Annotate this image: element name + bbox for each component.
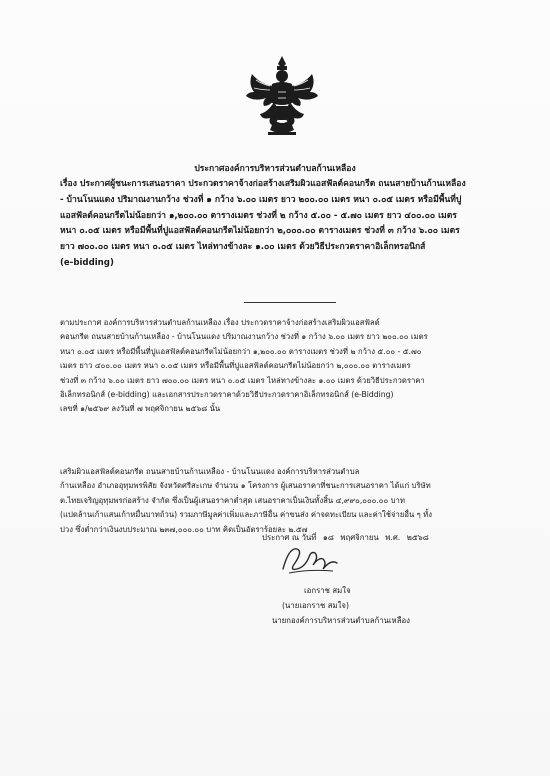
divider — [244, 302, 336, 303]
subject-block — [60, 177, 466, 272]
paragraph-line: (แปดล้านเก้าแสนเก้าหมื่นบาทถ้วน) รวมภาษีมูลค่าเพิ่มและภาษีอื่น ค่าขนส่ง ค่าจดทะเบียน และค่าใช้จ่ายอื่น ๆ ทั้ง — [60, 510, 433, 520]
date-day: ๑๘ — [322, 533, 334, 542]
paragraph-line: ต.ไทยเจริญอุทุมพรก่อสร้าง จำกัด ซึ่งเป็นผู้เสนอราคาต่ำสุด เสนอราคาเป็นเงินทั้งสิ้น ๔,๙๙๐,๐๐๐.๐๐ บาท — [60, 495, 405, 505]
paragraph-line: เสริมผิวแอสฟัลต์คอนกรีต ถนนสายบ้านก้านเหลือง - บ้านโนนแดง องค์การบริหารส่วนตำบล — [60, 467, 360, 476]
date-prefix: ประกาศ ณ วันที่ — [262, 533, 317, 542]
paragraph-line: เมตร ยาว ๔๐๐.๐๐ เมตร หนา ๐.๐๕ เมตร หรือมีพื้นที่ปูแอสฟัลต์คอนกรีตไม่น้อยกว่า ๒,๐๐๐.๐๐ ตารางเมตร — [60, 361, 411, 371]
paragraph-line: ช่วงที่ ๓ กว้าง ๖.๐๐ เมตร ยาว ๗๐๐.๐๐ เมตร หนา ๐.๐๕ เมตร ไหล่ทางข้างละ ๑.๐๐ เมตร ด้วยวิธีประกวดราคา — [60, 375, 425, 385]
date-year-label: พ.ศ. — [385, 533, 401, 542]
paragraph-winner — [60, 465, 480, 537]
paragraph-line: หนา ๐.๐๕ เมตร หรือมีพื้นที่ปูแอสฟัลต์คอนกรีตไม่น้อยกว่า ๑,๒๐๐.๐๐ ตารางเมตร ช่วงที่ ๒ กว้าง ๕.๐๐ - ๕.๗๐ — [60, 346, 422, 356]
paragraph-line: คอนกรีต ถนนสายบ้านก้านเหลือง - บ้านโนนแดง ปริมาณงานกว้าง ช่วงที่ ๑ กว้าง ๖.๐๐ เมตร ยาว ๒๐๐.๐๐ เมตร — [60, 332, 428, 342]
paragraph-line: ตามประกาศ องค์การบริหารส่วนตำบลก้านเหลือง เรื่อง ประกวดราคาจ้างก่อสร้างเสริมผิวแอสฟัลต์ — [60, 318, 380, 327]
paragraph-line: อิเล็กทรอนิกส์ (e-bidding) และเอกสารประกวดราคาด้วยวิธีประกวดราคาอิเล็กทรอนิกส์ (e-Bidding) — [60, 390, 394, 400]
paragraph-line: ก้านเหลือง อำเภออุทุมพรพิสัย จังหวัดศรีสะเกษ จำนวน ๑ โครงการ ผู้เสนอราคาที่ชนะการเสนอราคา ได้แก่ บริษัท — [60, 481, 431, 491]
signatory-name-paren: (นายเอกราช สมใจ) — [282, 601, 350, 610]
garuda-emblem-icon — [244, 54, 320, 140]
date-month: พฤศจิกายน — [340, 533, 379, 542]
subject-line: หนา ๐.๐๕ เมตร หรือมีพื้นที่ปูแอสฟัลต์คอนกรีตไม่น้อยกว่า ๒,๐๐๐.๐๐ ตารางเมตร ช่วงที่ ๓ กว้าง ๖.๐๐ เมตร — [60, 226, 460, 237]
subject-line: ยาว ๗๐๐.๐๐ เมตร หนา ๐.๐๕ เมตร ไหล่ทางข้างละ ๑.๐๐ เมตร ด้วยวิธีประกวดราคาอิเล็กทรอนิกส์ — [60, 242, 426, 253]
paragraph-reference — [60, 316, 480, 417]
paragraph-line: ปวง ซึ่งต่ำกว่าเงินงบประมาณ ๒๓๗,๐๐๐.๐๐ บาท คิดเป็นอัตราร้อยละ ๒.๕๗ — [60, 524, 308, 534]
subject-line: - บ้านโนนแดง ปริมาณงานกว้าง ช่วงที่ ๑ กว้าง ๖.๐๐ เมตร ยาว ๒๐๐.๐๐ เมตร หนา ๐.๐๕ เมตร หรือมีพื้นที่ปู — [60, 194, 462, 205]
paragraph-line: เลขที่ ๑/๒๕๖๙ ลงวันที่ ๗ พฤศจิกายน ๒๕๖๘ นั้น — [60, 404, 221, 414]
handwritten-signature-icon — [279, 541, 341, 577]
subject-line: แอสฟัลต์คอนกรีตไม่น้อยกว่า ๑,๒๐๐.๐๐ ตารางเมตร ช่วงที่ ๒ กว้าง ๕.๐๐ - ๕.๗๐ เมตร ยาว ๔๐๐.๐๐ เมตร — [60, 210, 457, 221]
signatory-name: เอกราช สมใจ — [304, 586, 351, 595]
announcement-title: ประกาศองค์การบริหารส่วนตำบลก้านเหลือง — [194, 164, 356, 174]
date-year: ๒๕๖๘ — [406, 533, 429, 542]
subject-line: เรื่อง ประกาศผู้ชนะการเสนอราคา ประกวดราคาจ้างก่อสร้างเสริมผิวแอสฟัลต์คอนกรีต ถนนสายบ้านก้านเหลือง — [60, 179, 466, 189]
signatory-position: นายกองค์การบริหารส่วนตำบลก้านเหลือง — [272, 616, 410, 625]
subject-line: (e-bidding) — [60, 257, 114, 268]
